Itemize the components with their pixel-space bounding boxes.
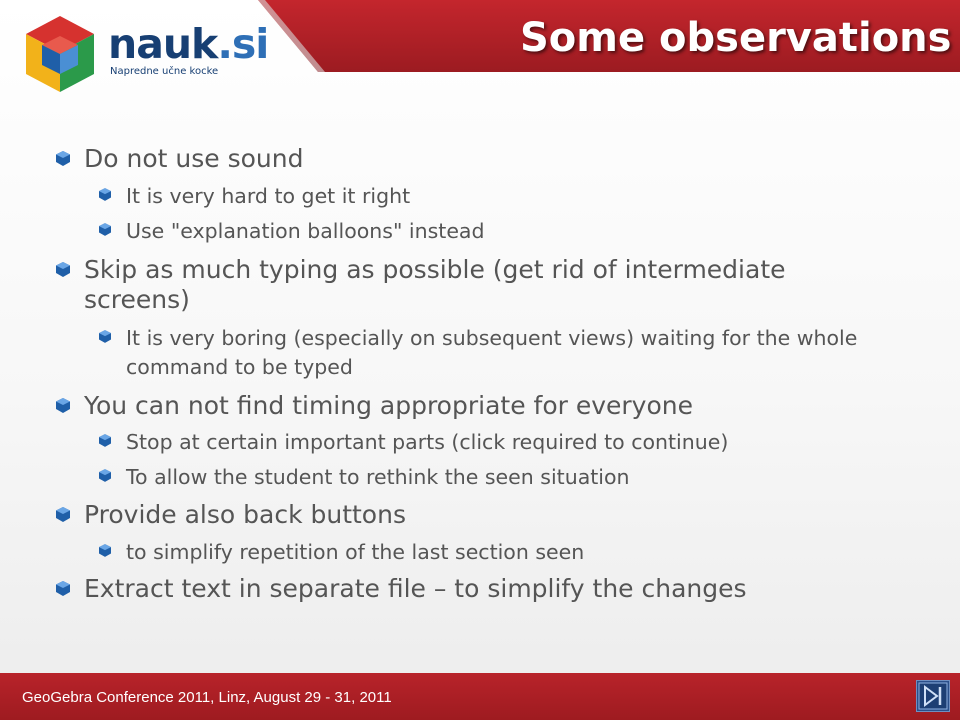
bullet-cube-icon [99,223,111,236]
bullet-text: Skip as much typing as possible (get rid of intermediate screens) [84,255,786,314]
bullet-text: Provide also back buttons [84,500,406,529]
bullet-cube-icon [56,151,70,166]
bullet-cube-icon [99,544,111,557]
nauk-si-logo [22,14,269,94]
bullet-cube-icon [56,262,70,277]
sub-bullet-item [126,538,896,567]
footer-bar [0,673,960,720]
sub-bullet-item [126,217,896,246]
bullet-item [84,144,844,174]
skip-to-end-icon[interactable] [916,680,950,712]
bullet-cube-icon [99,434,111,447]
bullet-text: to simplify repetition of the last section seen [126,540,585,564]
bullet-cube-icon [99,469,111,482]
sub-bullet-item [126,324,896,382]
bullet-cube-icon [56,581,70,596]
bullet-item [84,255,844,315]
bullet-text: To allow the student to rethink the seen situation [126,465,630,489]
bullet-cube-icon [99,188,111,201]
cube-logo-icon [22,14,98,94]
bullet-text: Stop at certain important parts (click required to continue) [126,430,729,454]
sub-bullet-item [126,182,896,211]
bullet-text: It is very boring (especially on subsequent views) waiting for the whole command to be typed [126,326,858,379]
bullet-item [84,391,844,421]
bullet-cube-icon [56,398,70,413]
bullet-item [84,574,844,604]
footer-text: GeoGebra Conference 2011, Linz, August 29 - 31, 2011 [22,689,392,706]
bullet-cube-icon [99,330,111,343]
bullet-text: You can not find timing appropriate for everyone [84,391,693,420]
bullet-text: Use "explanation balloons" instead [126,219,485,243]
bullet-item [84,500,844,530]
logo-tagline: Napredne učne kocke [110,66,219,77]
sub-bullet-item [126,463,896,492]
bullet-text: Extract text in separate file – to simplify the changes [84,574,747,603]
slide-title: Some observations [520,15,952,61]
sub-bullet-item [126,428,896,457]
bullet-cube-icon [56,507,70,522]
bullet-text: Do not use sound [84,144,304,173]
logo-wordmark: nauk.si [108,20,269,68]
bullet-text: It is very hard to get it right [126,184,411,208]
